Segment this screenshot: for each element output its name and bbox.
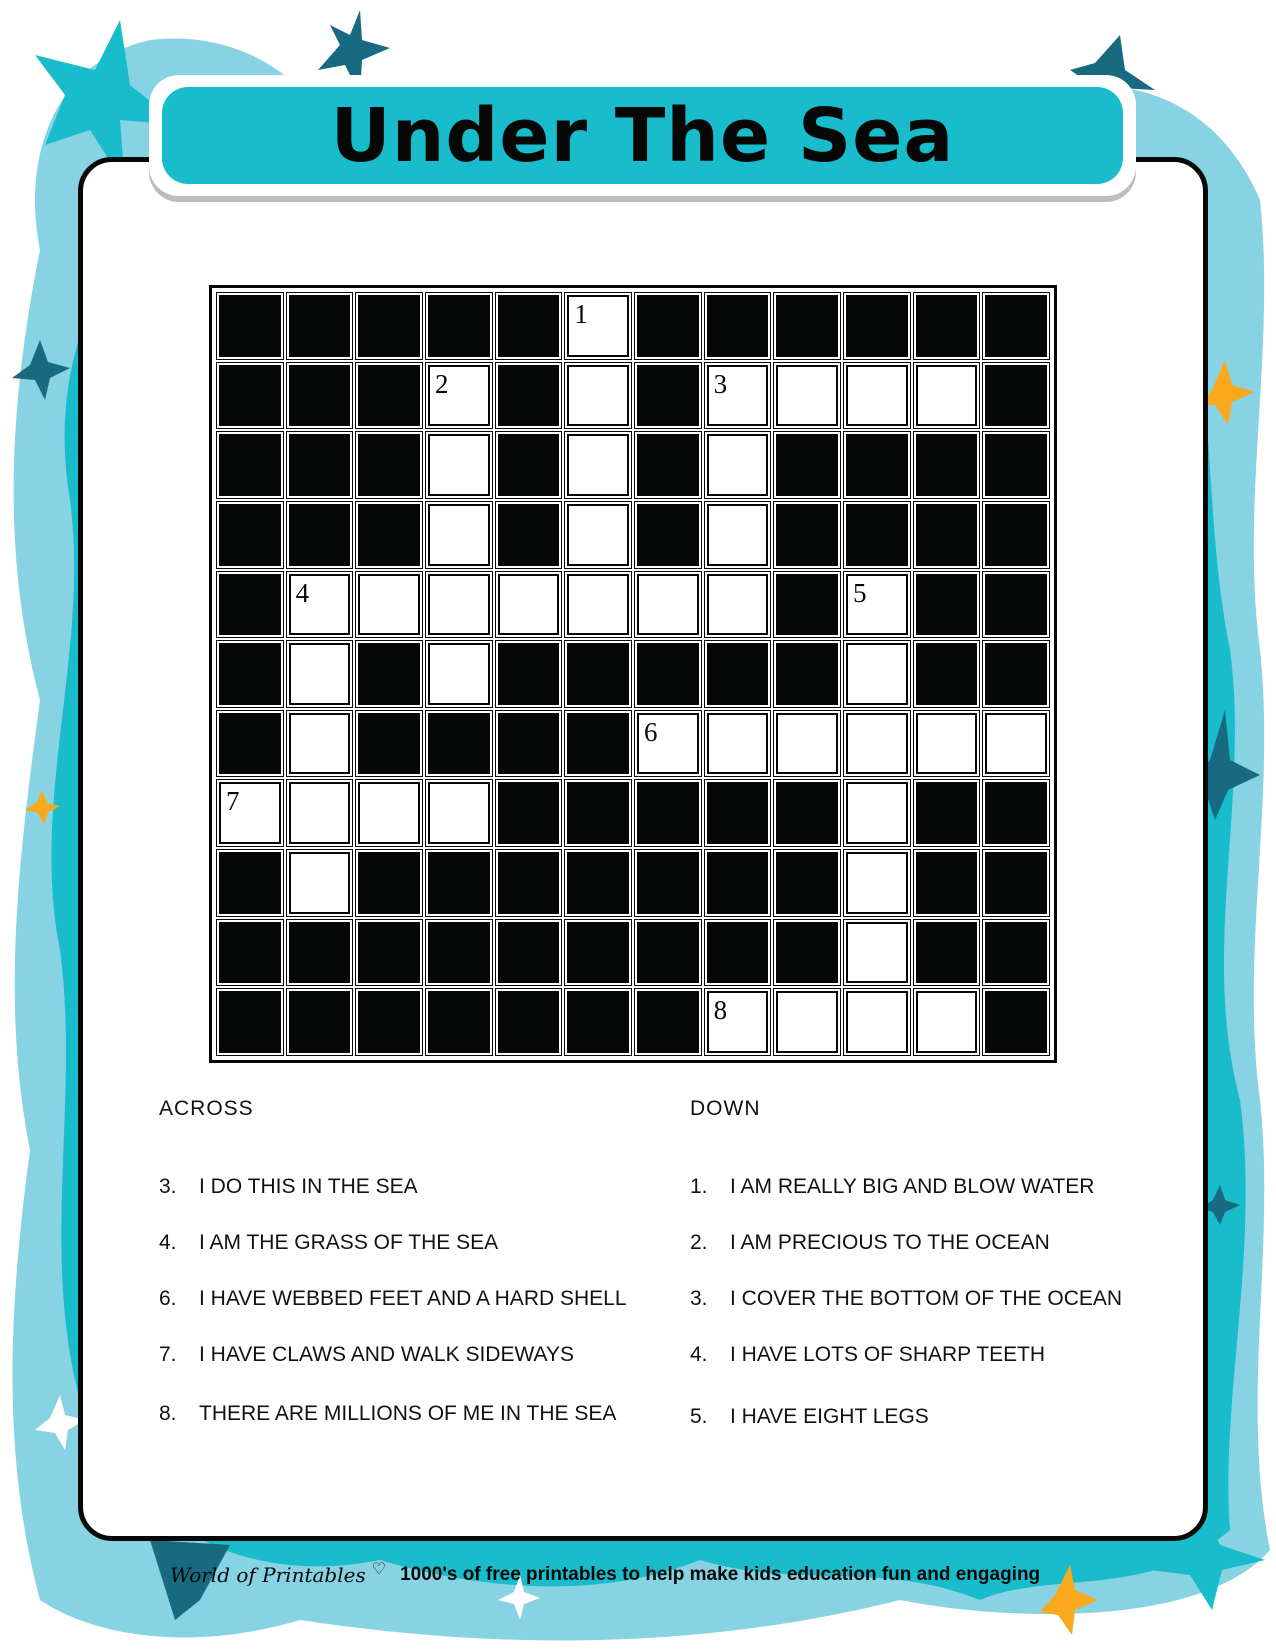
cell-box: [358, 643, 420, 705]
clue-num: 6.: [159, 1287, 177, 1310]
black-cell: [982, 849, 1050, 917]
black-cell: [495, 988, 563, 1056]
answer-cell[interactable]: [843, 779, 911, 847]
black-cell: [216, 919, 284, 987]
cell-box: [428, 991, 490, 1053]
clue-num: 3.: [690, 1287, 708, 1310]
black-cell: [495, 640, 563, 708]
cell-box: [776, 295, 838, 357]
cell-box: [637, 782, 699, 844]
answer-cell[interactable]: [425, 571, 493, 639]
clue-text: I COVER THE BOTTOM OF THE OCEAN: [730, 1287, 1123, 1310]
cell-box: [289, 852, 351, 914]
answer-cell[interactable]: [704, 710, 772, 778]
answer-cell[interactable]: [425, 362, 493, 430]
black-cell: [982, 362, 1050, 430]
cell-box: [707, 295, 769, 357]
black-cell: [286, 988, 354, 1056]
cell-box: [358, 504, 420, 566]
cell-box: [567, 782, 629, 844]
black-cell: [773, 919, 841, 987]
cell-box: [289, 295, 351, 357]
black-cell: [913, 571, 981, 639]
answer-cell[interactable]: [286, 779, 354, 847]
cell-box: [776, 922, 838, 984]
cell-box: [637, 922, 699, 984]
clue-number: 8: [713, 995, 728, 1026]
cell-box: [498, 713, 560, 775]
black-cell: [216, 292, 284, 360]
cell-box: [985, 852, 1047, 914]
cell-box: [637, 852, 699, 914]
cell-box: [428, 295, 490, 357]
black-cell: [564, 779, 632, 847]
answer-cell[interactable]: [425, 431, 493, 499]
cell-box: [707, 504, 769, 566]
black-cell: [773, 571, 841, 639]
cell-box: [358, 991, 420, 1053]
footer: [170, 1563, 1040, 1587]
answer-cell[interactable]: [773, 362, 841, 430]
cell-box: [289, 643, 351, 705]
cell-box: [219, 504, 281, 566]
footer-tagline: 1000's of free printables to help make kids education fun and engaging: [400, 1564, 1041, 1585]
black-cell: [216, 710, 284, 778]
black-cell: [913, 292, 981, 360]
black-cell: [495, 501, 563, 569]
cell-box: [707, 782, 769, 844]
black-cell: [913, 779, 981, 847]
answer-cell[interactable]: [495, 571, 563, 639]
cell-box: [358, 713, 420, 775]
clue-number: 2: [434, 368, 449, 399]
black-cell: [982, 571, 1050, 639]
cell-box: [498, 922, 560, 984]
answer-cell[interactable]: [843, 919, 911, 987]
black-cell: [355, 988, 423, 1056]
cell-box: [219, 713, 281, 775]
cell-box: [498, 643, 560, 705]
cell-box: [498, 504, 560, 566]
black-cell: [425, 988, 493, 1056]
black-cell: [773, 431, 841, 499]
black-cell: [355, 362, 423, 430]
cell-box: [358, 782, 420, 844]
black-cell: [564, 849, 632, 917]
answer-cell[interactable]: [913, 362, 981, 430]
down-heading: DOWN: [690, 1097, 761, 1120]
cell-box: [498, 365, 560, 427]
black-cell: [355, 431, 423, 499]
cell-box: [776, 991, 838, 1053]
cell-box: [289, 782, 351, 844]
answer-cell[interactable]: [634, 571, 702, 639]
cell-box: [985, 434, 1047, 496]
cell-box: [289, 434, 351, 496]
cell-box: [637, 365, 699, 427]
black-cell: [982, 501, 1050, 569]
cell-box: [846, 504, 908, 566]
black-cell: [773, 849, 841, 917]
black-cell: [704, 849, 772, 917]
cell-box: [498, 991, 560, 1053]
cell-box: [637, 643, 699, 705]
cell-box: [219, 295, 281, 357]
clue-number: 5: [852, 577, 867, 608]
cell-box: [846, 295, 908, 357]
brand-logo: World of Printables: [170, 1563, 366, 1587]
cell-box: [567, 504, 629, 566]
black-cell: [982, 779, 1050, 847]
black-cell: [982, 919, 1050, 987]
cell-box: [567, 713, 629, 775]
cell-box: [428, 922, 490, 984]
cell-box: [567, 922, 629, 984]
clue-text: I HAVE WEBBED FEET AND A HARD SHELL: [199, 1287, 627, 1310]
black-cell: [982, 292, 1050, 360]
cell-box: [219, 365, 281, 427]
cell-box: [498, 574, 560, 636]
cell-box: [219, 574, 281, 636]
black-cell: [913, 640, 981, 708]
black-cell: [843, 501, 911, 569]
cell-box: [707, 922, 769, 984]
answer-cell[interactable]: [355, 779, 423, 847]
cell-box: [567, 991, 629, 1053]
cell-box: [846, 365, 908, 427]
cell-box: [776, 434, 838, 496]
black-cell: [634, 640, 702, 708]
across-heading: ACROSS: [159, 1097, 254, 1120]
cell-box: [846, 713, 908, 775]
cell-box: [985, 295, 1047, 357]
black-cell: [286, 501, 354, 569]
cell-box: [846, 852, 908, 914]
title-banner-inner: [162, 87, 1123, 184]
answer-cell[interactable]: [913, 988, 981, 1056]
answer-cell[interactable]: [355, 571, 423, 639]
answer-cell[interactable]: [425, 779, 493, 847]
cell-box: [707, 852, 769, 914]
black-cell: [355, 292, 423, 360]
cell-box: [428, 852, 490, 914]
cell-box: [637, 434, 699, 496]
answer-cell[interactable]: [286, 849, 354, 917]
answer-cell[interactable]: [704, 988, 772, 1056]
answer-cell[interactable]: [564, 362, 632, 430]
cell-box: [289, 713, 351, 775]
answer-cell[interactable]: [286, 710, 354, 778]
black-cell: [564, 640, 632, 708]
cell-box: [428, 782, 490, 844]
black-cell: [704, 640, 772, 708]
black-cell: [355, 919, 423, 987]
cell-box: [637, 574, 699, 636]
answer-cell[interactable]: [564, 292, 632, 360]
cell-box: [776, 643, 838, 705]
cell-box: [289, 365, 351, 427]
clue-num: 4.: [690, 1343, 708, 1366]
cell-box: [776, 365, 838, 427]
clue-text: I HAVE EIGHT LEGS: [730, 1405, 929, 1428]
black-cell: [564, 919, 632, 987]
cell-box: [219, 434, 281, 496]
black-cell: [634, 501, 702, 569]
black-cell: [216, 362, 284, 430]
cell-box: [358, 574, 420, 636]
answer-cell[interactable]: [843, 571, 911, 639]
cell-box: [289, 922, 351, 984]
clue-number: 6: [643, 716, 658, 747]
black-cell: [982, 988, 1050, 1056]
black-cell: [355, 710, 423, 778]
black-cell: [982, 640, 1050, 708]
black-cell: [495, 779, 563, 847]
black-cell: [913, 501, 981, 569]
cell-box: [428, 643, 490, 705]
answer-cell[interactable]: [704, 431, 772, 499]
black-cell: [634, 919, 702, 987]
cell-box: [428, 504, 490, 566]
cell-box: [776, 782, 838, 844]
cell-box: [358, 295, 420, 357]
black-cell: [425, 710, 493, 778]
cell-box: [776, 574, 838, 636]
black-cell: [216, 849, 284, 917]
clue-text: I HAVE CLAWS AND WALK SIDEWAYS: [199, 1343, 574, 1366]
black-cell: [425, 292, 493, 360]
cell-box: [498, 782, 560, 844]
title-banner: [149, 75, 1136, 196]
cell-box: [985, 713, 1047, 775]
clue-number: 4: [295, 577, 310, 608]
clue-text: I AM REALLY BIG AND BLOW WATER: [730, 1175, 1095, 1198]
answer-cell[interactable]: [564, 571, 632, 639]
cell-box: [916, 574, 978, 636]
black-cell: [286, 362, 354, 430]
cell-box: [985, 504, 1047, 566]
cell-box: [707, 574, 769, 636]
cell-box: [219, 643, 281, 705]
cell-box: [707, 643, 769, 705]
black-cell: [564, 710, 632, 778]
cell-box: [289, 504, 351, 566]
black-cell: [216, 571, 284, 639]
cell-box: [567, 434, 629, 496]
cell-box: [916, 852, 978, 914]
answer-cell[interactable]: [773, 988, 841, 1056]
black-cell: [773, 292, 841, 360]
answer-cell[interactable]: [704, 362, 772, 430]
black-cell: [843, 292, 911, 360]
black-cell: [913, 849, 981, 917]
cell-box: [916, 643, 978, 705]
cell-box: [985, 922, 1047, 984]
answer-cell[interactable]: [286, 640, 354, 708]
cell-box: [776, 504, 838, 566]
cell-box: [567, 574, 629, 636]
cell-box: [916, 365, 978, 427]
answer-cell[interactable]: [425, 640, 493, 708]
answer-cell[interactable]: [425, 501, 493, 569]
answer-cell[interactable]: [843, 640, 911, 708]
black-cell: [634, 988, 702, 1056]
black-cell: [495, 849, 563, 917]
clue-text: I DO THIS IN THE SEA: [199, 1175, 418, 1198]
cell-box: [567, 852, 629, 914]
answer-cell[interactable]: [564, 501, 632, 569]
cell-box: [567, 643, 629, 705]
cell-box: [219, 922, 281, 984]
cell-box: [358, 434, 420, 496]
clue-text: I AM THE GRASS OF THE SEA: [199, 1231, 499, 1254]
cell-box: [846, 643, 908, 705]
cell-box: [846, 922, 908, 984]
page-title: Under The Sea: [330, 92, 955, 179]
clue-num: 3.: [159, 1175, 177, 1198]
answer-cell[interactable]: [286, 571, 354, 639]
clue-num: 5.: [690, 1405, 708, 1428]
clue-num: 7.: [159, 1343, 177, 1366]
black-cell: [704, 292, 772, 360]
cell-box: [846, 434, 908, 496]
black-cell: [286, 431, 354, 499]
black-cell: [704, 919, 772, 987]
clue-number: 3: [713, 368, 728, 399]
cell-box: [289, 991, 351, 1053]
black-cell: [216, 501, 284, 569]
cell-box: [985, 574, 1047, 636]
cell-box: [219, 991, 281, 1053]
black-cell: [286, 919, 354, 987]
cell-box: [846, 782, 908, 844]
cell-box: [916, 991, 978, 1053]
black-cell: [773, 779, 841, 847]
answer-cell[interactable]: [704, 571, 772, 639]
clue-num: 2.: [690, 1231, 708, 1254]
cell-box: [985, 782, 1047, 844]
clue-num: 4.: [159, 1231, 177, 1254]
cell-box: [498, 434, 560, 496]
black-cell: [913, 919, 981, 987]
answer-cell[interactable]: [843, 988, 911, 1056]
black-cell: [425, 849, 493, 917]
answer-cell[interactable]: [843, 849, 911, 917]
answer-cell[interactable]: [704, 501, 772, 569]
cell-box: [707, 434, 769, 496]
cell-box: [776, 713, 838, 775]
cell-box: [707, 713, 769, 775]
cell-box: [916, 782, 978, 844]
answer-cell[interactable]: [982, 710, 1050, 778]
cell-box: [358, 365, 420, 427]
black-cell: [634, 292, 702, 360]
black-cell: [216, 431, 284, 499]
black-cell: [564, 988, 632, 1056]
black-cell: [913, 431, 981, 499]
black-cell: [634, 362, 702, 430]
cell-box: [358, 852, 420, 914]
cell-box: [498, 852, 560, 914]
cell-box: [567, 365, 629, 427]
black-cell: [425, 919, 493, 987]
answer-cell[interactable]: [216, 779, 284, 847]
cell-box: [846, 991, 908, 1053]
black-cell: [704, 779, 772, 847]
black-cell: [355, 501, 423, 569]
cell-box: [498, 295, 560, 357]
black-cell: [982, 431, 1050, 499]
black-cell: [773, 640, 841, 708]
cell-box: [358, 922, 420, 984]
black-cell: [286, 292, 354, 360]
black-cell: [355, 849, 423, 917]
crossword-grid: [209, 285, 1057, 1063]
cell-box: [916, 434, 978, 496]
cell-box: [916, 922, 978, 984]
cell-box: [985, 643, 1047, 705]
cell-box: [985, 991, 1047, 1053]
cell-box: [916, 713, 978, 775]
black-cell: [495, 362, 563, 430]
black-cell: [843, 431, 911, 499]
black-cell: [495, 919, 563, 987]
cell-box: [916, 295, 978, 357]
clue-text: THERE ARE MILLIONS OF ME IN THE SEA: [199, 1402, 617, 1425]
black-cell: [216, 988, 284, 1056]
cell-box: [637, 295, 699, 357]
heart-icon: ♡: [371, 1561, 387, 1578]
cell-box: [428, 713, 490, 775]
clue-num: 1.: [690, 1175, 708, 1198]
black-cell: [355, 640, 423, 708]
black-cell: [495, 292, 563, 360]
clue-number: 7: [226, 786, 240, 817]
cell-box: [637, 991, 699, 1053]
answer-cell[interactable]: [634, 710, 702, 778]
black-cell: [634, 779, 702, 847]
clue-text: I AM PRECIOUS TO THE OCEAN: [730, 1231, 1050, 1254]
cell-box: [219, 852, 281, 914]
black-cell: [495, 710, 563, 778]
cell-box: [776, 852, 838, 914]
clue-text: I HAVE LOTS OF SHARP TEETH: [730, 1343, 1046, 1366]
black-cell: [634, 849, 702, 917]
answer-cell[interactable]: [773, 710, 841, 778]
answer-cell[interactable]: [913, 710, 981, 778]
cell-box: [916, 504, 978, 566]
cell-box: [985, 365, 1047, 427]
black-cell: [216, 640, 284, 708]
black-cell: [773, 501, 841, 569]
cell-box: [428, 434, 490, 496]
clue-number: 1: [574, 299, 588, 329]
clue-num: 8.: [159, 1402, 177, 1425]
black-cell: [495, 431, 563, 499]
cell-box: [637, 504, 699, 566]
answer-cell[interactable]: [843, 710, 911, 778]
answer-cell[interactable]: [564, 431, 632, 499]
cell-box: [428, 574, 490, 636]
black-cell: [634, 431, 702, 499]
answer-cell[interactable]: [843, 362, 911, 430]
